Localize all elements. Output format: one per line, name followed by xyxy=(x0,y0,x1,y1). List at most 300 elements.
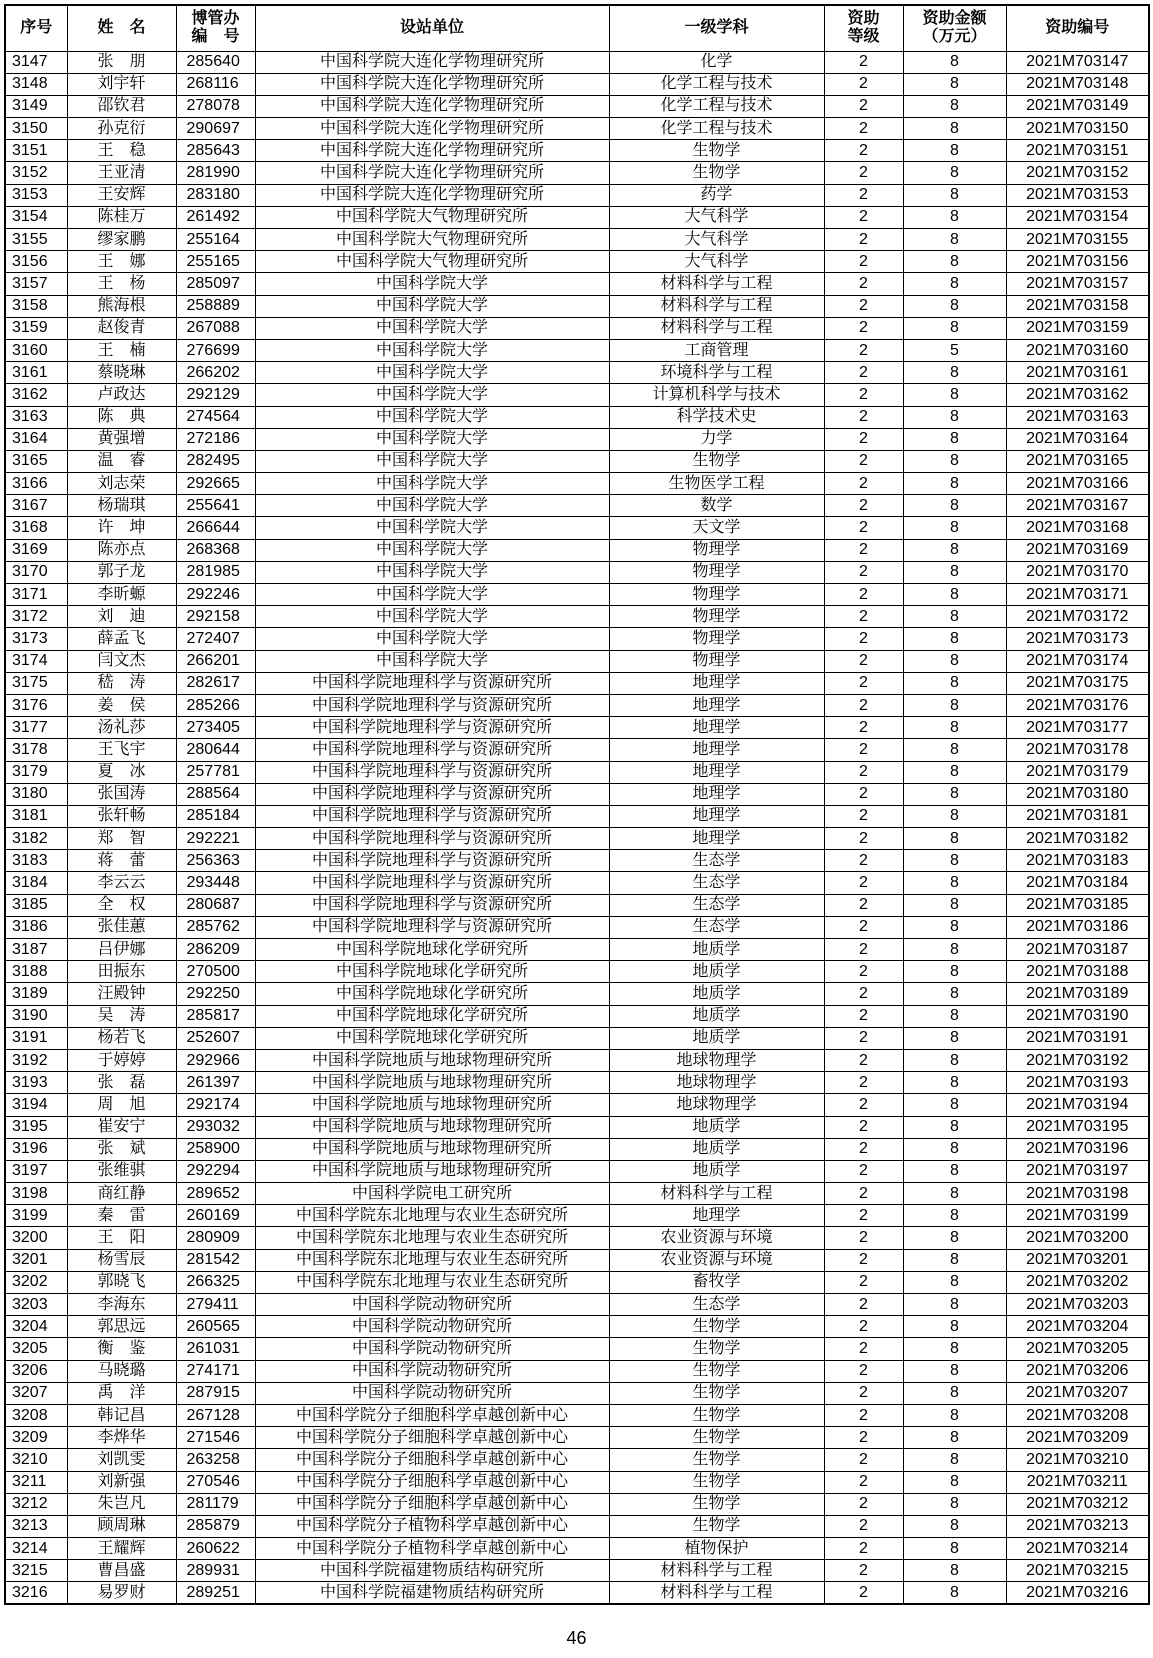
cell-serial: 3166 xyxy=(5,473,67,495)
cell-office-id: 292246 xyxy=(176,584,255,606)
table-row xyxy=(5,1094,1149,1116)
cell-amount: 8 xyxy=(903,850,1006,872)
cell-amount: 8 xyxy=(903,761,1006,783)
cell-subject: 生物学 xyxy=(609,1316,824,1338)
cell-office-id: 266201 xyxy=(176,650,255,672)
cell-amount: 8 xyxy=(903,650,1006,672)
cell-office-id: 282495 xyxy=(176,450,255,472)
cell-amount: 8 xyxy=(903,317,1006,339)
cell-name: 张 斌 xyxy=(67,1138,176,1160)
cell-name: 衡 鉴 xyxy=(67,1338,176,1360)
cell-serial: 3211 xyxy=(5,1471,67,1493)
cell-unit: 中国科学院东北地理与农业生态研究所 xyxy=(255,1205,609,1227)
header-amount-line1: 资助金额 xyxy=(922,9,987,27)
cell-unit: 中国科学院大学 xyxy=(255,428,609,450)
cell-amount: 8 xyxy=(903,473,1006,495)
cell-serial: 3164 xyxy=(5,428,67,450)
cell-name: 许 坤 xyxy=(67,517,176,539)
header-office-id xyxy=(176,5,255,51)
cell-serial: 3156 xyxy=(5,251,67,273)
cell-serial: 3199 xyxy=(5,1205,67,1227)
cell-funding-code: 2021M703182 xyxy=(1006,828,1149,850)
cell-subject: 地理学 xyxy=(609,717,824,739)
cell-office-id: 293032 xyxy=(176,1116,255,1138)
cell-funding-code: 2021M703165 xyxy=(1006,450,1149,472)
cell-serial: 3171 xyxy=(5,584,67,606)
cell-name: 刘凯雯 xyxy=(67,1449,176,1471)
cell-level: 2 xyxy=(824,916,903,938)
cell-subject: 化学工程与技术 xyxy=(609,95,824,117)
cell-level: 2 xyxy=(824,384,903,406)
cell-unit: 中国科学院分子细胞科学卓越创新中心 xyxy=(255,1471,609,1493)
cell-name: 田振东 xyxy=(67,961,176,983)
cell-name: 刘宇轩 xyxy=(67,73,176,95)
cell-amount: 8 xyxy=(903,1027,1006,1049)
cell-subject: 地球物理学 xyxy=(609,1072,824,1094)
table-row xyxy=(5,1404,1149,1426)
cell-unit: 中国科学院地球化学研究所 xyxy=(255,1005,609,1027)
cell-level: 2 xyxy=(824,317,903,339)
cell-funding-code: 2021M703148 xyxy=(1006,73,1149,95)
cell-level: 2 xyxy=(824,73,903,95)
cell-funding-code: 2021M703208 xyxy=(1006,1404,1149,1426)
cell-level: 2 xyxy=(824,1582,903,1604)
cell-office-id: 260565 xyxy=(176,1316,255,1338)
cell-serial: 3188 xyxy=(5,961,67,983)
cell-funding-code: 2021M703213 xyxy=(1006,1515,1149,1537)
cell-amount: 8 xyxy=(903,939,1006,961)
cell-unit: 中国科学院地球化学研究所 xyxy=(255,961,609,983)
cell-name: 熊海根 xyxy=(67,295,176,317)
cell-office-id: 285097 xyxy=(176,273,255,295)
cell-amount: 8 xyxy=(903,983,1006,1005)
cell-subject: 地理学 xyxy=(609,783,824,805)
cell-unit: 中国科学院地理科学与资源研究所 xyxy=(255,872,609,894)
table-row xyxy=(5,561,1149,583)
cell-name: 曹昌盛 xyxy=(67,1560,176,1582)
table-row xyxy=(5,140,1149,162)
cell-funding-code: 2021M703155 xyxy=(1006,229,1149,251)
cell-unit: 中国科学院福建物质结构研究所 xyxy=(255,1582,609,1604)
cell-level: 2 xyxy=(824,1160,903,1182)
table-row xyxy=(5,362,1149,384)
cell-funding-code: 2021M703176 xyxy=(1006,694,1149,716)
cell-name: 王耀辉 xyxy=(67,1538,176,1560)
cell-subject: 大气科学 xyxy=(609,251,824,273)
cell-name: 卢政达 xyxy=(67,384,176,406)
table-row xyxy=(5,672,1149,694)
cell-name: 张轩畅 xyxy=(67,805,176,827)
cell-amount: 8 xyxy=(903,517,1006,539)
cell-subject: 化学工程与技术 xyxy=(609,73,824,95)
cell-amount: 8 xyxy=(903,1493,1006,1515)
cell-amount: 8 xyxy=(903,140,1006,162)
cell-funding-code: 2021M703158 xyxy=(1006,295,1149,317)
cell-amount: 8 xyxy=(903,1316,1006,1338)
cell-serial: 3153 xyxy=(5,184,67,206)
cell-office-id: 285643 xyxy=(176,140,255,162)
cell-name: 郭子龙 xyxy=(67,561,176,583)
cell-serial: 3194 xyxy=(5,1094,67,1116)
cell-amount: 8 xyxy=(903,1515,1006,1537)
cell-level: 2 xyxy=(824,561,903,583)
cell-amount: 8 xyxy=(903,118,1006,140)
cell-level: 2 xyxy=(824,1493,903,1515)
cell-name: 秦 雷 xyxy=(67,1205,176,1227)
cell-name: 马晓璐 xyxy=(67,1360,176,1382)
table-row xyxy=(5,694,1149,716)
cell-name: 王飞宇 xyxy=(67,739,176,761)
cell-level: 2 xyxy=(824,1205,903,1227)
cell-amount: 8 xyxy=(903,672,1006,694)
table-row xyxy=(5,983,1149,1005)
cell-office-id: 266202 xyxy=(176,362,255,384)
table-row xyxy=(5,295,1149,317)
cell-unit: 中国科学院分子细胞科学卓越创新中心 xyxy=(255,1427,609,1449)
cell-name: 朱岂凡 xyxy=(67,1493,176,1515)
table-row xyxy=(5,1382,1149,1404)
cell-name: 王 阳 xyxy=(67,1227,176,1249)
cell-amount: 8 xyxy=(903,1160,1006,1182)
cell-amount: 8 xyxy=(903,206,1006,228)
cell-name: 吕伊娜 xyxy=(67,939,176,961)
cell-funding-code: 2021M703177 xyxy=(1006,717,1149,739)
table-row xyxy=(5,1271,1149,1293)
cell-serial: 3178 xyxy=(5,739,67,761)
cell-amount: 8 xyxy=(903,1294,1006,1316)
cell-subject: 药学 xyxy=(609,184,824,206)
cell-unit: 中国科学院动物研究所 xyxy=(255,1360,609,1382)
cell-office-id: 280644 xyxy=(176,739,255,761)
cell-serial: 3202 xyxy=(5,1271,67,1293)
cell-serial: 3160 xyxy=(5,339,67,361)
cell-subject: 地理学 xyxy=(609,739,824,761)
cell-subject: 物理学 xyxy=(609,561,824,583)
cell-funding-code: 2021M703183 xyxy=(1006,850,1149,872)
cell-level: 2 xyxy=(824,428,903,450)
cell-name: 王 娜 xyxy=(67,251,176,273)
cell-office-id: 285640 xyxy=(176,51,255,73)
table-row xyxy=(5,384,1149,406)
cell-office-id: 285184 xyxy=(176,805,255,827)
cell-office-id: 252607 xyxy=(176,1027,255,1049)
cell-serial: 3163 xyxy=(5,406,67,428)
header-office-id-line1: 博管办 xyxy=(191,9,240,27)
cell-serial: 3182 xyxy=(5,828,67,850)
cell-amount: 8 xyxy=(903,1449,1006,1471)
cell-level: 2 xyxy=(824,1338,903,1360)
cell-serial: 3213 xyxy=(5,1515,67,1537)
cell-amount: 8 xyxy=(903,961,1006,983)
cell-serial: 3150 xyxy=(5,118,67,140)
table-row xyxy=(5,1294,1149,1316)
cell-name: 李烨华 xyxy=(67,1427,176,1449)
cell-serial: 3168 xyxy=(5,517,67,539)
cell-funding-code: 2021M703150 xyxy=(1006,118,1149,140)
cell-unit: 中国科学院电工研究所 xyxy=(255,1183,609,1205)
cell-level: 2 xyxy=(824,184,903,206)
cell-level: 2 xyxy=(824,650,903,672)
cell-subject: 生态学 xyxy=(609,1294,824,1316)
cell-funding-code: 2021M703154 xyxy=(1006,206,1149,228)
cell-subject: 地质学 xyxy=(609,1116,824,1138)
cell-unit: 中国科学院大学 xyxy=(255,539,609,561)
table-row xyxy=(5,317,1149,339)
cell-funding-code: 2021M703184 xyxy=(1006,872,1149,894)
cell-subject: 地质学 xyxy=(609,961,824,983)
cell-office-id: 272407 xyxy=(176,628,255,650)
cell-subject: 生态学 xyxy=(609,894,824,916)
cell-unit: 中国科学院地理科学与资源研究所 xyxy=(255,672,609,694)
cell-funding-code: 2021M703171 xyxy=(1006,584,1149,606)
cell-unit: 中国科学院大学 xyxy=(255,450,609,472)
cell-unit: 中国科学院地理科学与资源研究所 xyxy=(255,850,609,872)
cell-office-id: 270500 xyxy=(176,961,255,983)
cell-name: 郭思远 xyxy=(67,1316,176,1338)
table-row xyxy=(5,162,1149,184)
cell-level: 2 xyxy=(824,450,903,472)
header-row xyxy=(5,5,1149,51)
cell-serial: 3212 xyxy=(5,1493,67,1515)
table-row xyxy=(5,473,1149,495)
cell-office-id: 266325 xyxy=(176,1271,255,1293)
cell-unit: 中国科学院大学 xyxy=(255,384,609,406)
cell-amount: 8 xyxy=(903,1227,1006,1249)
cell-serial: 3210 xyxy=(5,1449,67,1471)
cell-amount: 8 xyxy=(903,1271,1006,1293)
cell-unit: 中国科学院动物研究所 xyxy=(255,1382,609,1404)
cell-amount: 8 xyxy=(903,1360,1006,1382)
table-row xyxy=(5,761,1149,783)
cell-name: 刘新强 xyxy=(67,1471,176,1493)
cell-serial: 3177 xyxy=(5,717,67,739)
cell-name: 陈桂万 xyxy=(67,206,176,228)
cell-funding-code: 2021M703160 xyxy=(1006,339,1149,361)
cell-subject: 地理学 xyxy=(609,1205,824,1227)
cell-amount: 8 xyxy=(903,406,1006,428)
cell-name: 缪家鹏 xyxy=(67,229,176,251)
cell-amount: 8 xyxy=(903,539,1006,561)
cell-name: 李海东 xyxy=(67,1294,176,1316)
cell-unit: 中国科学院大学 xyxy=(255,606,609,628)
cell-name: 杨雪辰 xyxy=(67,1249,176,1271)
cell-amount: 8 xyxy=(903,295,1006,317)
cell-funding-code: 2021M703194 xyxy=(1006,1094,1149,1116)
cell-level: 2 xyxy=(824,584,903,606)
cell-amount: 8 xyxy=(903,362,1006,384)
cell-level: 2 xyxy=(824,672,903,694)
table-row xyxy=(5,872,1149,894)
cell-level: 2 xyxy=(824,251,903,273)
cell-office-id: 285817 xyxy=(176,1005,255,1027)
cell-office-id: 281179 xyxy=(176,1493,255,1515)
table-row xyxy=(5,961,1149,983)
cell-funding-code: 2021M703187 xyxy=(1006,939,1149,961)
cell-funding-code: 2021M703209 xyxy=(1006,1427,1149,1449)
cell-amount: 8 xyxy=(903,717,1006,739)
cell-office-id: 286209 xyxy=(176,939,255,961)
table-row xyxy=(5,495,1149,517)
table-row xyxy=(5,339,1149,361)
cell-serial: 3185 xyxy=(5,894,67,916)
cell-amount: 8 xyxy=(903,450,1006,472)
cell-unit: 中国科学院地理科学与资源研究所 xyxy=(255,828,609,850)
cell-serial: 3187 xyxy=(5,939,67,961)
cell-serial: 3192 xyxy=(5,1049,67,1071)
cell-funding-code: 2021M703170 xyxy=(1006,561,1149,583)
cell-serial: 3186 xyxy=(5,916,67,938)
cell-office-id: 285762 xyxy=(176,916,255,938)
cell-level: 2 xyxy=(824,295,903,317)
table-row xyxy=(5,1471,1149,1493)
cell-office-id: 281990 xyxy=(176,162,255,184)
cell-level: 2 xyxy=(824,783,903,805)
page-number: 46 xyxy=(566,1628,587,1648)
cell-amount: 8 xyxy=(903,916,1006,938)
cell-unit: 中国科学院地理科学与资源研究所 xyxy=(255,761,609,783)
cell-office-id: 281542 xyxy=(176,1249,255,1271)
cell-serial: 3206 xyxy=(5,1360,67,1382)
cell-subject: 天文学 xyxy=(609,517,824,539)
cell-subject: 生物学 xyxy=(609,1360,824,1382)
cell-level: 2 xyxy=(824,1271,903,1293)
cell-amount: 8 xyxy=(903,828,1006,850)
cell-name: 王亚清 xyxy=(67,162,176,184)
cell-amount: 8 xyxy=(903,1183,1006,1205)
cell-office-id: 289652 xyxy=(176,1183,255,1205)
cell-serial: 3208 xyxy=(5,1404,67,1426)
cell-serial: 3183 xyxy=(5,850,67,872)
cell-office-id: 292250 xyxy=(176,983,255,1005)
cell-unit: 中国科学院福建物质结构研究所 xyxy=(255,1560,609,1582)
cell-level: 2 xyxy=(824,1515,903,1537)
cell-funding-code: 2021M703169 xyxy=(1006,539,1149,561)
cell-name: 郑 智 xyxy=(67,828,176,850)
cell-funding-code: 2021M703195 xyxy=(1006,1116,1149,1138)
cell-amount: 8 xyxy=(903,1404,1006,1426)
table-row xyxy=(5,206,1149,228)
table-row xyxy=(5,1493,1149,1515)
cell-name: 刘志荣 xyxy=(67,473,176,495)
cell-subject: 物理学 xyxy=(609,584,824,606)
cell-office-id: 279411 xyxy=(176,1294,255,1316)
cell-funding-code: 2021M703205 xyxy=(1006,1338,1149,1360)
cell-amount: 8 xyxy=(903,495,1006,517)
cell-name: 李昕螈 xyxy=(67,584,176,606)
cell-office-id: 268116 xyxy=(176,73,255,95)
cell-subject: 材料科学与工程 xyxy=(609,317,824,339)
cell-funding-code: 2021M703203 xyxy=(1006,1294,1149,1316)
cell-subject: 地理学 xyxy=(609,694,824,716)
cell-funding-code: 2021M703181 xyxy=(1006,805,1149,827)
cell-unit: 中国科学院地理科学与资源研究所 xyxy=(255,694,609,716)
cell-level: 2 xyxy=(824,273,903,295)
cell-funding-code: 2021M703179 xyxy=(1006,761,1149,783)
cell-amount: 8 xyxy=(903,95,1006,117)
cell-level: 2 xyxy=(824,828,903,850)
cell-level: 2 xyxy=(824,1538,903,1560)
cell-serial: 3157 xyxy=(5,273,67,295)
cell-amount: 8 xyxy=(903,584,1006,606)
cell-funding-code: 2021M703198 xyxy=(1006,1183,1149,1205)
cell-funding-code: 2021M703163 xyxy=(1006,406,1149,428)
header-name xyxy=(67,5,176,51)
cell-office-id: 266644 xyxy=(176,517,255,539)
cell-level: 2 xyxy=(824,1116,903,1138)
cell-amount: 8 xyxy=(903,1338,1006,1360)
table-row xyxy=(5,717,1149,739)
cell-serial: 3169 xyxy=(5,539,67,561)
cell-office-id: 289931 xyxy=(176,1560,255,1582)
table-row xyxy=(5,1427,1149,1449)
cell-name: 黄强增 xyxy=(67,428,176,450)
cell-serial: 3176 xyxy=(5,694,67,716)
table-row xyxy=(5,1205,1149,1227)
cell-office-id: 282617 xyxy=(176,672,255,694)
cell-level: 2 xyxy=(824,362,903,384)
cell-serial: 3205 xyxy=(5,1338,67,1360)
cell-office-id: 273405 xyxy=(176,717,255,739)
cell-unit: 中国科学院大学 xyxy=(255,406,609,428)
cell-subject: 地理学 xyxy=(609,805,824,827)
cell-serial: 3159 xyxy=(5,317,67,339)
cell-amount: 5 xyxy=(903,339,1006,361)
cell-unit: 中国科学院分子细胞科学卓越创新中心 xyxy=(255,1493,609,1515)
cell-name: 嵇 涛 xyxy=(67,672,176,694)
table-row xyxy=(5,650,1149,672)
cell-serial: 3184 xyxy=(5,872,67,894)
cell-subject: 环境科学与工程 xyxy=(609,362,824,384)
cell-name: 王 杨 xyxy=(67,273,176,295)
cell-office-id: 290697 xyxy=(176,118,255,140)
cell-office-id: 257781 xyxy=(176,761,255,783)
cell-amount: 8 xyxy=(903,739,1006,761)
cell-serial: 3201 xyxy=(5,1249,67,1271)
header-serial-label: 序号 xyxy=(20,19,53,37)
cell-amount: 8 xyxy=(903,1072,1006,1094)
table-row xyxy=(5,229,1149,251)
cell-serial: 3167 xyxy=(5,495,67,517)
cell-serial: 3180 xyxy=(5,783,67,805)
cell-subject: 地理学 xyxy=(609,761,824,783)
cell-funding-code: 2021M703149 xyxy=(1006,95,1149,117)
cell-office-id: 283180 xyxy=(176,184,255,206)
table-row xyxy=(5,95,1149,117)
cell-unit: 中国科学院分子细胞科学卓越创新中心 xyxy=(255,1404,609,1426)
header-office-id-line2: 编 号 xyxy=(191,28,240,46)
funding-roster-table xyxy=(4,4,1150,1605)
cell-subject: 计算机科学与技术 xyxy=(609,384,824,406)
cell-office-id: 260169 xyxy=(176,1205,255,1227)
cell-unit: 中国科学院大学 xyxy=(255,362,609,384)
cell-unit: 中国科学院动物研究所 xyxy=(255,1316,609,1338)
cell-office-id: 256363 xyxy=(176,850,255,872)
cell-subject: 生物学 xyxy=(609,450,824,472)
cell-name: 赵俊青 xyxy=(67,317,176,339)
cell-amount: 8 xyxy=(903,1205,1006,1227)
cell-funding-code: 2021M703166 xyxy=(1006,473,1149,495)
cell-office-id: 280909 xyxy=(176,1227,255,1249)
cell-funding-code: 2021M703204 xyxy=(1006,1316,1149,1338)
table-row xyxy=(5,184,1149,206)
table-row xyxy=(5,273,1149,295)
cell-serial: 3191 xyxy=(5,1027,67,1049)
table-row xyxy=(5,1515,1149,1537)
cell-funding-code: 2021M703200 xyxy=(1006,1227,1149,1249)
cell-name: 张维骐 xyxy=(67,1160,176,1182)
cell-subject: 材料科学与工程 xyxy=(609,295,824,317)
cell-office-id: 292294 xyxy=(176,1160,255,1182)
